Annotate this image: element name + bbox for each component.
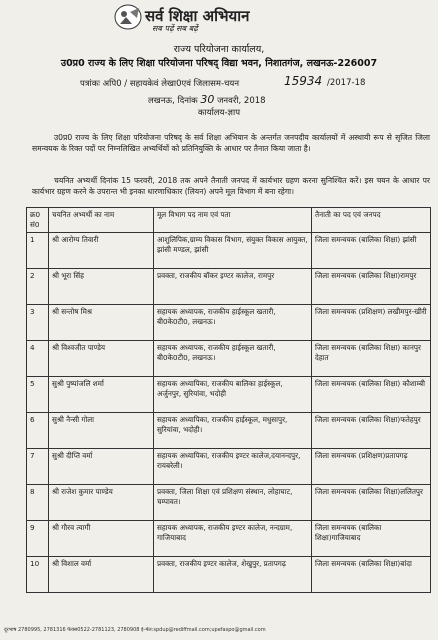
footer-contact: दूरभाष 2780995, 2781316 फैक्स0522-2781123, 2780908 ई-मेल:spdup@rediffmail.com;upefaspo@gmail.com bbox=[4, 627, 266, 633]
cell-post: जिला समन्वयक (बालिका शिक्षा)फतेहपुर bbox=[312, 413, 431, 449]
cell-name: सुश्री नैन्सी गोला bbox=[49, 413, 154, 449]
table-row bbox=[27, 413, 431, 449]
cell-post: जिला समन्वयक (बालिका शिक्षा)रामपुर bbox=[312, 269, 431, 305]
table-row bbox=[27, 521, 431, 557]
cell-post: जिला समन्वयक (प्रशिक्षण)प्रतापगढ़ bbox=[312, 449, 431, 485]
table-row bbox=[27, 305, 431, 341]
cell-dept: सहायक अध्यापक, राजकीय इण्टर कालेज, नन्दग्राम, गाजियाबाद bbox=[154, 521, 312, 557]
cell-post: जिला समन्वयक (प्रशिक्षण) लखीमपुर-खीरी bbox=[312, 305, 431, 341]
cell-dept: प्रवक्ता, जिला शिक्षा एवं प्रशिक्षण संस्थान, लोहाघाट, चम्पावत। bbox=[154, 485, 312, 521]
cell-name: सुश्री पुष्पांजलि शर्मा bbox=[49, 377, 154, 413]
cell-sn: 9 bbox=[27, 521, 49, 557]
header-sn: क्र0 सं0 bbox=[27, 208, 49, 233]
cell-sn: 7 bbox=[27, 449, 49, 485]
cell-name: श्री भूरा सिंह bbox=[49, 269, 154, 305]
cell-post: जिला समन्वयक (बालिका शिक्षा)ललितपुर bbox=[312, 485, 431, 521]
cell-dept: प्रवक्ता, राजकीय बॉकर इण्टर कालेज, रामपुर bbox=[154, 269, 312, 305]
header-dept: मूल विभाग पद नाम एवं पता bbox=[154, 208, 312, 233]
paragraph-1: उ0प्र0 राज्य के लिए शिक्षा परियोजना परिषद् के सर्व शिक्षा अभियान के अन्तर्गत जनपदीय कार्यालयों में अस्थायी रूप से सृजित जिला समन्वयक के रिक्त पदों पर निम्नलिखित अभ्यर्थियों को प्रतिनियुक्ति के आधार पर तैनात किया जाता है। bbox=[32, 133, 430, 153]
office-address: उ0प्र0 राज्य के लिए शिक्षा परियोजना परिषद् विद्या भवन, निशातगंज, लखनऊ-226007 bbox=[60, 58, 378, 69]
cell-post: जिला समन्वयक (बालिका शिक्षा) कौशाम्बी bbox=[312, 377, 431, 413]
cell-dept: सहायक अध्यापक, राजकीय हाईस्कूल खतारी, बी0के0टी0, लखनऊ। bbox=[154, 305, 312, 341]
logo-tagline: सब पढ़ें सब बढ़ें bbox=[152, 24, 198, 33]
cell-dept: प्रवक्ता, राजकीय इण्टर कालेज, शेखुपुर, प्रतापगढ़ bbox=[154, 557, 312, 593]
table-row bbox=[27, 449, 431, 485]
cell-name: श्री आरोग्य तिवारी bbox=[49, 233, 154, 269]
cell-name: श्री विश्वजीत पाण्डेय bbox=[49, 341, 154, 377]
table-row bbox=[27, 233, 431, 269]
cell-sn: 1 bbox=[27, 233, 49, 269]
table-row bbox=[27, 269, 431, 305]
cell-name: सुश्री दीप्ति वर्मा bbox=[49, 449, 154, 485]
cell-sn: 8 bbox=[27, 485, 49, 521]
reference-number: 15934 bbox=[284, 74, 323, 88]
cell-sn: 5 bbox=[27, 377, 49, 413]
letter-date bbox=[148, 93, 266, 106]
cell-dept: आशुलिपिक,ग्राम्य विकास विभाग, संयुक्त विकास आयुक्त, झांसी मण्डल, झांसी bbox=[154, 233, 312, 269]
order-title: कार्यालय-ज्ञाप bbox=[197, 108, 241, 118]
office-name: राज्य परियोजना कार्यालय, bbox=[173, 44, 265, 55]
cell-dept: सहायक अध्यापक, राजकीय हाईस्कूल खतारी, बी0के0टी0, लखनऊ। bbox=[154, 341, 312, 377]
cell-name: श्री विशाल वर्मा bbox=[49, 557, 154, 593]
cell-name: श्री गौरव त्यागी bbox=[49, 521, 154, 557]
table-header-row bbox=[27, 208, 431, 233]
appointments-table bbox=[26, 207, 431, 593]
table-row bbox=[27, 377, 431, 413]
table-row bbox=[27, 341, 431, 377]
reference-suffix: /2017-18 bbox=[327, 78, 366, 88]
table-row bbox=[27, 557, 431, 593]
cell-sn: 10 bbox=[27, 557, 49, 593]
date-day: 30 bbox=[200, 93, 215, 106]
cell-sn: 3 bbox=[27, 305, 49, 341]
cell-post: जिला समन्वयक (बालिका शिक्षा)गाजियाबाद bbox=[312, 521, 431, 557]
cell-sn: 4 bbox=[27, 341, 49, 377]
cell-dept: सहायक अध्यापिका, राजकीय बालिका हाईस्कूल, अर्जुनपुर, सुरियांवा, भदोही bbox=[154, 377, 312, 413]
logo-title: सर्व शिक्षा अभियान bbox=[145, 7, 250, 25]
header-post: तैनाती का पद एवं जनपद bbox=[312, 208, 431, 233]
date-rest: जनवरी, 2018 bbox=[217, 96, 266, 106]
cell-post: जिला समन्वयक (बालिका शिक्षा) झांसी bbox=[312, 233, 431, 269]
cell-post: जिला समन्वयक (बालिका शिक्षा)बांदा bbox=[312, 557, 431, 593]
cell-dept: सहायक अध्यापिका, राजकीय हाईस्कूल, मधुसापुर, सुरियांवा, भदोही। bbox=[154, 413, 312, 449]
date-prefix: लखनऊ, दिनांक bbox=[148, 96, 198, 106]
cell-name: श्री राजेश कुमार पाण्डेय bbox=[49, 485, 154, 521]
cell-sn: 6 bbox=[27, 413, 49, 449]
cell-post: जिला समन्वयक (बालिका शिक्षा) कानपुर देहात bbox=[312, 341, 431, 377]
paragraph-2: चयनित अभ्यर्थी दिनांक 15 फरवरी, 2018 तक अपने तैनाती जनपद में कार्यभार ग्रहण करना सुनिश्चित करें। इस चयन के आधार पर कार्यभार ग्रहण करने के उपरान्त भी इनका धारणाधिकार (लियन) अपने मूल विभाग में बना रहेगा। bbox=[32, 176, 430, 196]
cell-sn: 2 bbox=[27, 269, 49, 305]
header-name: चयनित अभ्यर्थी का नाम bbox=[49, 208, 154, 233]
table-row bbox=[27, 485, 431, 521]
cell-name: श्री सन्तोष मिश्र bbox=[49, 305, 154, 341]
reference-prefix: पत्रांकः अपि0 / सहायकेवं लेखा0एवं जिलासम-चयन bbox=[80, 79, 240, 89]
cell-dept: सहायक अध्यापिका, राजकीय इण्टर कालेज,दयानन्दपुर, रायबरेली। bbox=[154, 449, 312, 485]
